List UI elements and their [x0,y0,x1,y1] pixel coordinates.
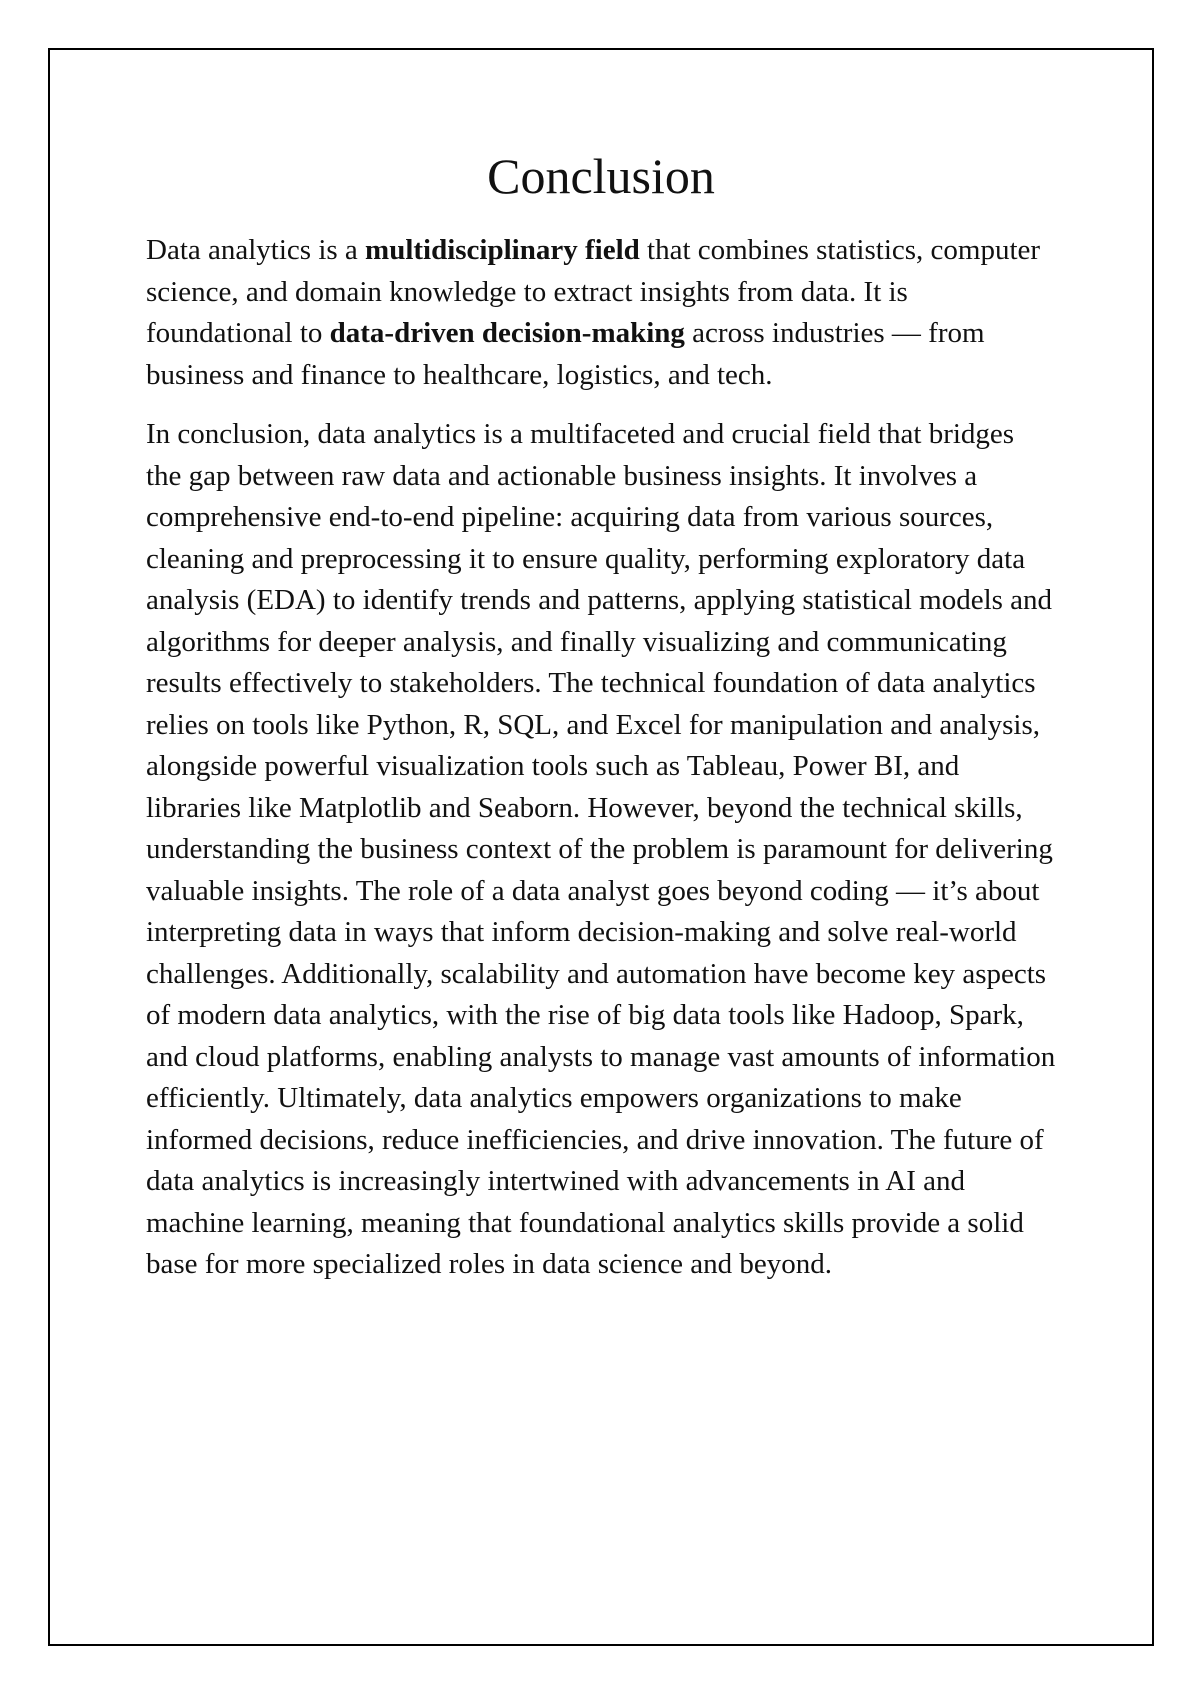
intro-bold-term-1: multidisciplinary field [365,234,640,266]
document-body [146,140,1056,1286]
intro-text-3: across industries — from business and finance to healthcare, logistics, and tech. [146,317,985,391]
intro-text-1: Data analytics is a [146,234,366,266]
intro-text-2: that combines statistics, computer science, and domain knowledge to extract insights from data. It is foundational to [146,234,1041,349]
conclusion-paragraph: In conclusion, data analytics is a multifaceted and crucial field that bridges the gap between raw data and actionable business insights. It involves a comprehensive end-to-end pipeline: acquiring data from various sources, cleaning and preprocessing it to ensure quality, performing exploratory data analysis (EDA) to identify trends and patterns, applying statistical models and algorithms for deeper analysis, and finally visualizing and communicating results effectively to stakeholders. The technical foundation of data analytics relies on tools like Python, R, SQL, and Excel for manipulation and analysis, alongside powerful visualization tools such as Tableau, Power BI, and libraries like Matplotlib and Seaborn. However, beyond the technical skills, understanding the business context of the problem is paramount for delivering valuable insights. The role of a data analyst goes beyond coding — it’s about interpreting data in ways that inform decision-making and solve real-world challenges. Additionally, scalability and automation have become key aspects of modern data analytics, with the rise of big data tools like Hadoop, Spark, and cloud platforms, enabling analysts to manage vast amounts of information efficiently. Ultimately, data analytics empowers organizations to make informed decisions, reduce inefficiencies, and drive innovation. The future of data analytics is increasingly intertwined with advancements in AI and machine learning, meaning that foundational analytics skills provide a solid base for more specialized roles in data science and beyond. [146,418,1056,1280]
page-title: Conclusion [487,148,715,204]
intro-paragraph [146,230,1056,396]
intro-bold-term-2: data-driven decision-making [329,317,685,349]
